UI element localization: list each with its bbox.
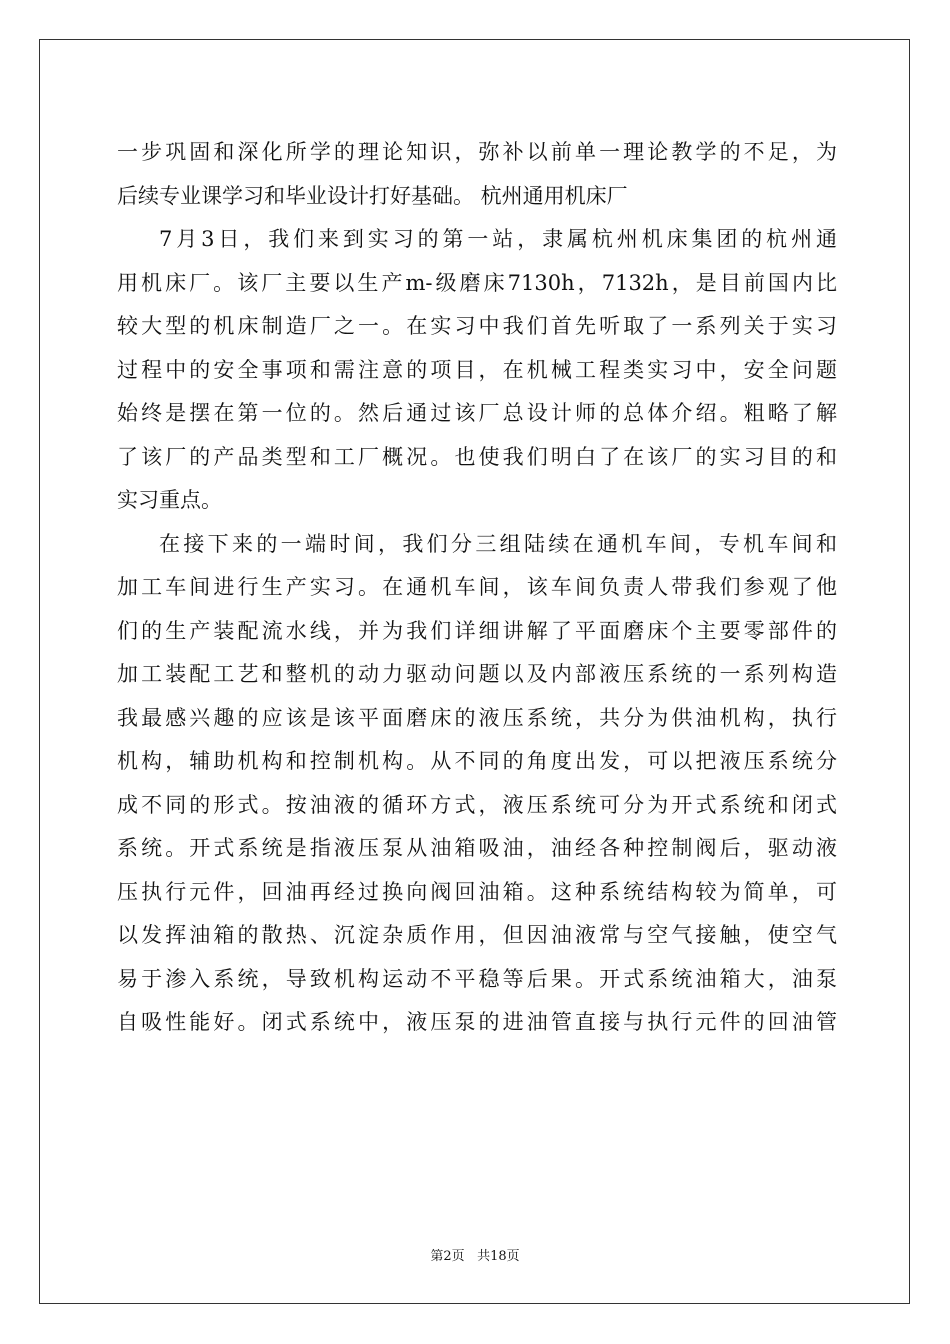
text-line: 用机床厂。该厂主要以生产m-级磨床7130h，7132h，是目前国内比 bbox=[117, 270, 837, 295]
text-line: 以发挥油箱的散热、沉淀杂质作用，但因油液常与空气接触，使空气 bbox=[117, 923, 837, 947]
page-total: 共18页 bbox=[477, 1249, 520, 1264]
text-line: 我最感兴趣的应该是该平面磨床的液压系统，共分为供油机构，执行 bbox=[117, 705, 837, 730]
document-body bbox=[117, 131, 837, 1045]
page-number: 第2页 bbox=[430, 1249, 465, 1264]
text-line: 易于渗入系统，导致机构运动不平稳等后果。开式系统油箱大，油泵 bbox=[117, 966, 837, 991]
text-line: 成不同的形式。按油液的循环方式，液压系统可分为开式系统和闭式 bbox=[117, 792, 837, 817]
text-line: 加工车间进行生产实习。在通机车间，该车间负责人带我们参观了他 bbox=[117, 575, 837, 599]
text-line: 一步巩固和深化所学的理论知识，弥补以前单一理论教学的不足，为 bbox=[117, 140, 837, 164]
text-line: 们的生产装配流水线，并为我们详细讲解了平面磨床个主要零部件的 bbox=[117, 618, 837, 643]
text-line: 机构，辅助机构和控制机构。从不同的角度出发，可以把液压系统分 bbox=[117, 749, 837, 773]
text-line: 自吸性能好。闭式系统中，液压泵的进油管直接与执行元件的回油管 bbox=[117, 1010, 837, 1034]
text-line: 加工装配工艺和整机的动力驱动问题以及内部液压系统的一系列构造 bbox=[117, 662, 837, 686]
text-line: 压执行元件，回油再经过换向阀回油箱。这种系统结构较为简单，可 bbox=[117, 879, 837, 904]
page-footer bbox=[0, 1245, 950, 1264]
text-line: 了该厂的产品类型和工厂概况。也使我们明白了在该厂的实习目的和 bbox=[117, 444, 837, 469]
text-line: 系统。开式系统是指液压泵从油箱吸油，油经各种控制阀后，驱动液 bbox=[117, 836, 837, 860]
text-line: 始终是摆在第一位的。然后通过该厂总设计师的总体介绍。粗略了解 bbox=[117, 401, 837, 425]
text-line: 7月3日，我们来到实习的第一站，隶属杭州机床集团的杭州通 bbox=[159, 227, 837, 251]
text-line: 较大型的机床制造厂之一。在实习中我们首先听取了一系列关于实习 bbox=[117, 314, 837, 338]
text-line: 过程中的安全事项和需注意的项目，在机械工程类实习中，安全问题 bbox=[117, 357, 837, 382]
text-line: 在接下来的一端时间，我们分三组陆续在通机车间，专机车间和 bbox=[159, 531, 837, 556]
text-line: 后续专业课学习和毕业设计打好基础。 杭州通用机床厂 bbox=[117, 183, 628, 208]
text-line: 实习重点。 bbox=[117, 488, 222, 512]
